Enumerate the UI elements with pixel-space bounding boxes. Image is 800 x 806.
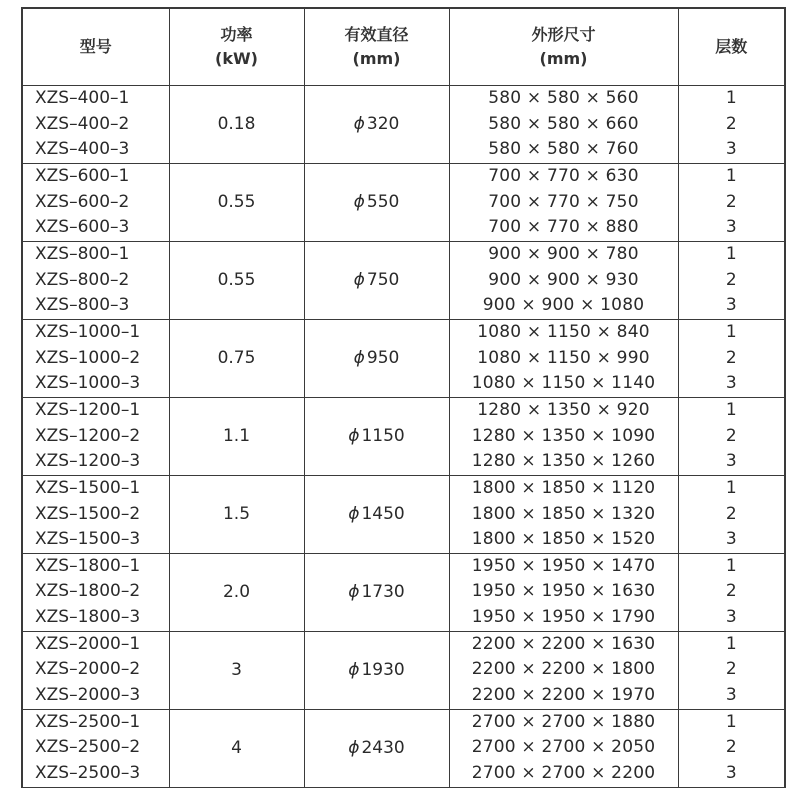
dimensions-cell [449, 241, 678, 319]
table-row-group [22, 475, 785, 553]
dimensions-cell-line: 580 × 580 × 660 [488, 113, 639, 134]
diameter-value: 1450 [361, 504, 405, 525]
model-cell-line: XZS–1800–2 [35, 581, 141, 602]
layers-cell-line: 3 [725, 295, 737, 316]
diameter-cell [304, 475, 449, 553]
power-cell: 0.55 [169, 163, 304, 241]
table-row-group [22, 241, 785, 319]
header-diameter: 有效直径 (mm) [304, 8, 449, 86]
model-cell [22, 631, 169, 709]
diameter-value: 950 [366, 348, 400, 369]
dimensions-cell-line: 900 × 900 × 930 [488, 269, 639, 290]
dimensions-cell-line: 1800 × 1850 × 1320 [471, 503, 656, 524]
diameter-symbol: ϕ [353, 348, 365, 369]
dimensions-cell-line: 580 × 580 × 760 [488, 139, 639, 160]
dimensions-cell-line: 2700 × 2700 × 2050 [471, 737, 656, 758]
diameter-value: 550 [366, 192, 400, 213]
model-cell-line: XZS–2000–2 [35, 659, 141, 680]
dimensions-cell [449, 709, 678, 787]
diameter-symbol: ϕ [348, 738, 360, 759]
layers-cell [678, 631, 785, 709]
model-cell-line: XZS–600–1 [35, 165, 130, 186]
power-cell: 0.18 [169, 86, 304, 164]
model-cell-line: XZS–1800–1 [35, 555, 141, 576]
diameter-cell [304, 553, 449, 631]
model-cell-line: XZS–1200–3 [35, 451, 141, 472]
layers-cell-line: 3 [725, 139, 737, 160]
layers-cell-line: 2 [725, 425, 737, 446]
dimensions-cell-line: 1080 × 1150 × 840 [477, 321, 650, 342]
power-cell: 0.75 [169, 319, 304, 397]
table-row-group [22, 319, 785, 397]
model-cell-line: XZS–800–1 [35, 243, 130, 264]
diameter-value: 1730 [361, 582, 405, 603]
diameter-value: 1930 [361, 660, 405, 681]
layers-cell-line: 1 [725, 243, 737, 264]
dimensions-cell-line: 700 × 770 × 630 [488, 165, 639, 186]
diameter-cell [304, 709, 449, 787]
layers-cell [678, 241, 785, 319]
model-cell-line: XZS–400–1 [35, 88, 130, 108]
model-cell-line: XZS–400–3 [35, 139, 130, 160]
diameter-value: 1150 [361, 426, 405, 447]
layers-cell-line: 1 [725, 321, 737, 342]
layers-cell [678, 709, 785, 787]
layers-cell [678, 163, 785, 241]
model-cell-line: XZS–1000–3 [35, 373, 141, 394]
diameter-cell [304, 241, 449, 319]
model-cell-line: XZS–1500–1 [35, 477, 141, 498]
dimensions-cell [449, 163, 678, 241]
layers-cell-line: 1 [725, 399, 737, 420]
diameter-symbol: ϕ [353, 114, 365, 135]
model-cell-line: XZS–600–3 [35, 217, 130, 238]
dimensions-cell-line: 1280 × 1350 × 1090 [471, 425, 656, 446]
layers-cell-line: 2 [725, 737, 737, 758]
model-cell-line: XZS–2000–1 [35, 633, 141, 654]
dimensions-cell-line: 580 × 580 × 560 [488, 88, 639, 108]
power-cell: 1.5 [169, 475, 304, 553]
table-row-group [22, 397, 785, 475]
table-row-group [22, 163, 785, 241]
dimensions-cell [449, 86, 678, 164]
model-cell-line: XZS–800–3 [35, 295, 130, 316]
layers-cell-line: 3 [725, 373, 737, 394]
model-cell [22, 709, 169, 787]
diameter-cell [304, 319, 449, 397]
dimensions-cell [449, 631, 678, 709]
model-cell-line: XZS–800–2 [35, 269, 130, 290]
model-cell-line: XZS–1000–2 [35, 347, 141, 368]
power-cell: 0.55 [169, 241, 304, 319]
diameter-symbol: ϕ [348, 504, 360, 525]
diameter-symbol: ϕ [348, 660, 360, 681]
dimensions-cell [449, 553, 678, 631]
dimensions-cell-line: 1950 × 1950 × 1790 [471, 607, 656, 628]
dimensions-cell-line: 900 × 900 × 780 [488, 243, 639, 264]
model-cell-line: XZS–1800–3 [35, 607, 141, 628]
header-model: 型号 [22, 8, 169, 86]
layers-cell-line: 1 [725, 477, 737, 498]
layers-cell-line: 3 [725, 685, 737, 706]
diameter-value: 750 [366, 270, 400, 291]
diameter-symbol: ϕ [353, 270, 365, 291]
diameter-symbol: ϕ [348, 426, 360, 447]
layers-cell [678, 86, 785, 164]
power-cell: 1.1 [169, 397, 304, 475]
model-cell-line: XZS–2500–3 [35, 763, 141, 784]
diameter-value: 2430 [361, 738, 405, 759]
dimensions-cell-line: 700 × 770 × 880 [488, 217, 639, 238]
dimensions-cell-line: 1280 × 1350 × 1260 [471, 451, 656, 472]
header-power: 功率 (kW) [169, 8, 304, 86]
layers-cell-line: 3 [725, 763, 737, 784]
diameter-value: 320 [366, 114, 400, 135]
power-cell: 2.0 [169, 553, 304, 631]
table-row-group [22, 709, 785, 787]
model-cell [22, 553, 169, 631]
dimensions-cell-line: 1800 × 1850 × 1120 [471, 477, 656, 498]
dimensions-cell [449, 319, 678, 397]
layers-cell-line: 2 [725, 347, 737, 368]
dimensions-cell-line: 2700 × 2700 × 1880 [471, 711, 656, 732]
model-cell [22, 241, 169, 319]
model-cell [22, 397, 169, 475]
spec-table [21, 7, 786, 788]
dimensions-cell [449, 397, 678, 475]
layers-cell-line: 1 [725, 555, 737, 576]
layers-cell [678, 397, 785, 475]
model-cell-line: XZS–2500–1 [35, 711, 141, 732]
layers-cell-line: 2 [725, 113, 737, 134]
diameter-symbol: ϕ [353, 192, 365, 213]
spec-body [22, 86, 785, 788]
dimensions-cell-line: 1800 × 1850 × 1520 [471, 529, 656, 550]
layers-cell [678, 475, 785, 553]
layers-cell-line: 1 [725, 711, 737, 732]
layers-cell-line: 3 [725, 529, 737, 550]
model-cell [22, 86, 169, 164]
dimensions-cell-line: 900 × 900 × 1080 [482, 295, 645, 316]
model-cell-line: XZS–1000–1 [35, 321, 141, 342]
layers-cell-line: 3 [725, 217, 737, 238]
layers-cell-line: 2 [725, 269, 737, 290]
dimensions-cell-line: 1950 × 1950 × 1630 [471, 581, 656, 602]
model-cell-line: XZS–600–2 [35, 191, 130, 212]
table-row-group [22, 553, 785, 631]
dimensions-cell-line: 2200 × 2200 × 1800 [471, 659, 656, 680]
model-cell [22, 475, 169, 553]
layers-cell-line: 3 [725, 451, 737, 472]
layers-cell-line: 2 [725, 191, 737, 212]
dimensions-cell-line: 2200 × 2200 × 1630 [471, 633, 656, 654]
dimensions-cell-line: 1280 × 1350 × 920 [477, 399, 650, 420]
layers-cell-line: 3 [725, 607, 737, 628]
model-cell-line: XZS–400–2 [35, 113, 130, 134]
table-row-group [22, 631, 785, 709]
layers-cell [678, 319, 785, 397]
layers-cell-line: 1 [725, 165, 737, 186]
power-cell: 3 [169, 631, 304, 709]
model-cell [22, 319, 169, 397]
layers-cell-line: 2 [725, 659, 737, 680]
layers-cell-line: 2 [725, 581, 737, 602]
dimensions-cell-line: 700 × 770 × 750 [488, 191, 639, 212]
model-cell-line: XZS–1200–1 [35, 399, 141, 420]
model-cell-line: XZS–2000–3 [35, 685, 141, 706]
dimensions-cell-line: 1080 × 1150 × 990 [477, 347, 650, 368]
header-layers: 层数 [678, 8, 785, 86]
header-dimensions: 外形尺寸 (mm) [449, 8, 678, 86]
model-cell-line: XZS–2500–2 [35, 737, 141, 758]
layers-cell [678, 553, 785, 631]
model-cell-line: XZS–1500–3 [35, 529, 141, 550]
model-cell [22, 163, 169, 241]
model-cell-line: XZS–1500–2 [35, 503, 141, 524]
power-cell: 4 [169, 709, 304, 787]
table-row-group [22, 86, 785, 164]
diameter-symbol: ϕ [348, 582, 360, 603]
diameter-cell [304, 397, 449, 475]
header-row [22, 8, 785, 86]
dimensions-cell [449, 475, 678, 553]
dimensions-cell-line: 1950 × 1950 × 1470 [471, 555, 656, 576]
diameter-cell [304, 86, 449, 164]
layers-cell-line: 1 [725, 88, 737, 108]
dimensions-cell-line: 2700 × 2700 × 2200 [471, 763, 656, 784]
model-cell-line: XZS–1200–2 [35, 425, 141, 446]
dimensions-cell-line: 2200 × 2200 × 1970 [471, 685, 656, 706]
diameter-cell [304, 631, 449, 709]
layers-cell-line: 1 [725, 633, 737, 654]
diameter-cell [304, 163, 449, 241]
layers-cell-line: 2 [725, 503, 737, 524]
dimensions-cell-line: 1080 × 1150 × 1140 [471, 373, 656, 394]
